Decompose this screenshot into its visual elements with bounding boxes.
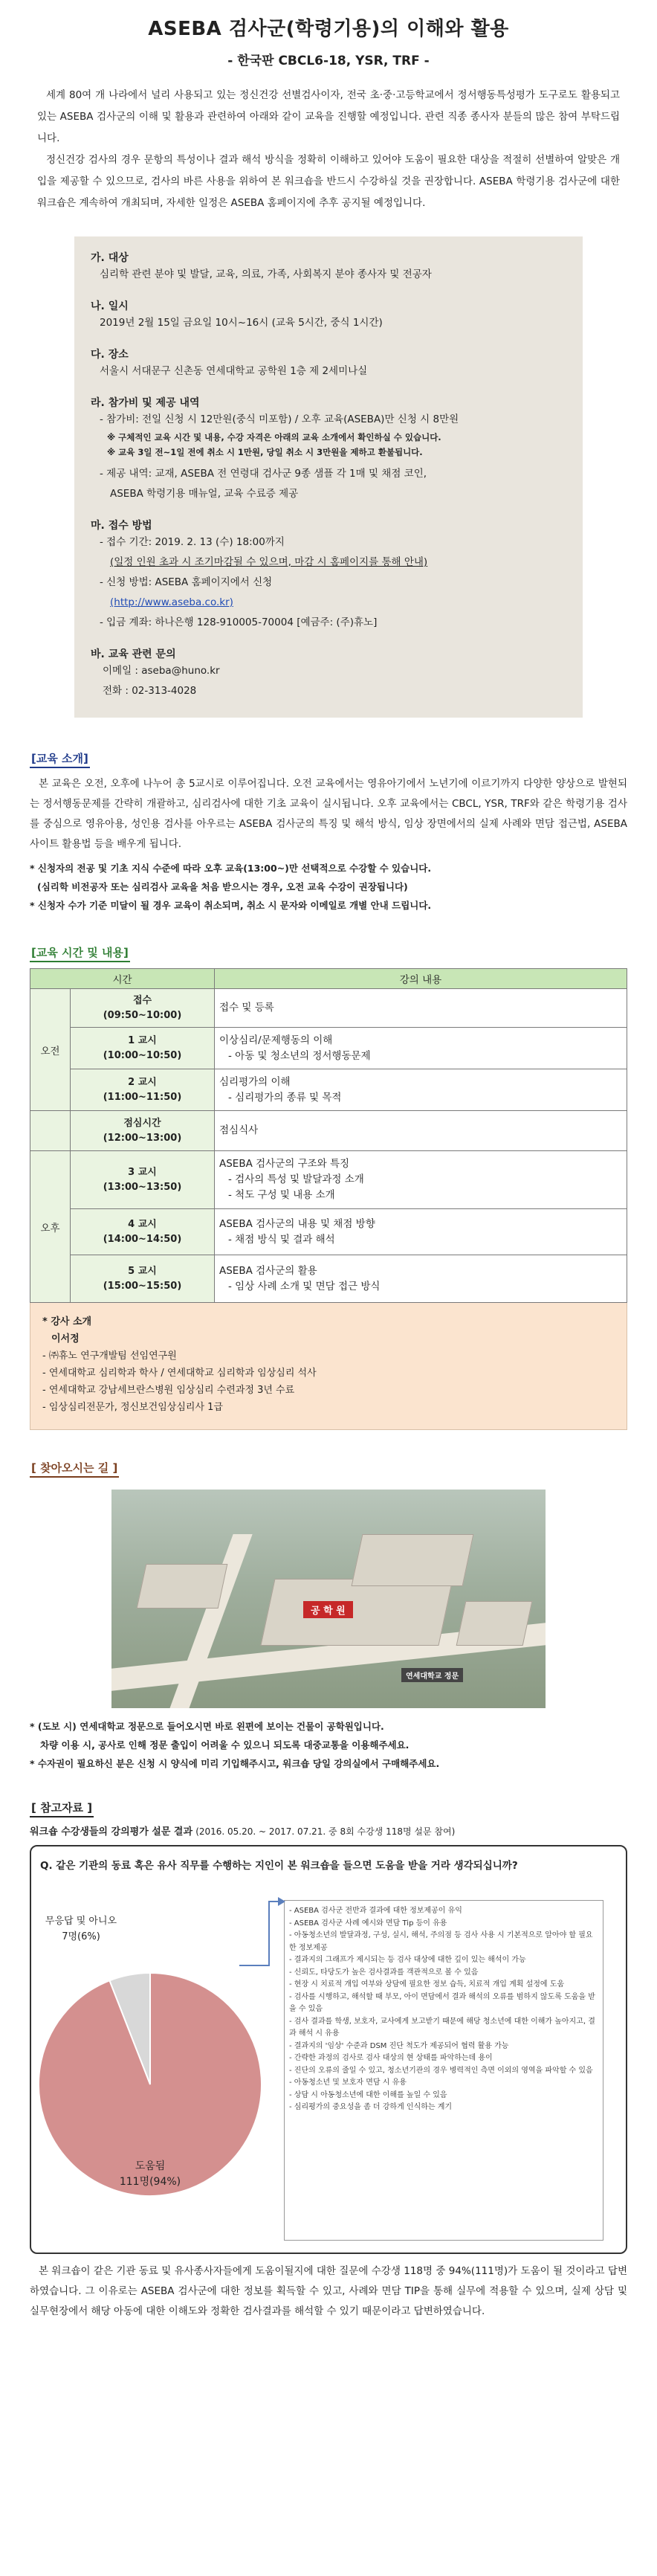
table-row (30, 1028, 627, 1069)
pie-label-yes: 도움됨 111명(94%) (119, 2160, 181, 2188)
schedule-section (30, 944, 627, 1430)
list-item: - 상담 시 아동청소년에 대한 이해를 높일 수 있음 (289, 2090, 447, 2099)
intro (30, 85, 627, 214)
table-row (30, 1151, 627, 1209)
list-item: - ASEBA 검사군 전반과 결과에 대한 정보제공이 유익 (289, 1907, 462, 1915)
gate-label: 연세대학교 정문 (401, 1668, 463, 1682)
session-content: ASEBA 검사군의 내용 및 채점 방향 - 채점 방식 및 결과 해석 (215, 1209, 627, 1255)
session-content: 접수 및 등록 (215, 989, 627, 1028)
fee-note-1: ※ 구체적인 교육 시간 및 내용, 수강 자격은 아래의 교육 소개에서 확인하실 수 있습니다. (107, 432, 441, 442)
contact-phone: 전화 : 02-313-4028 (103, 685, 197, 697)
apply-period: - 접수 기간: 2019. 2. 13 (수) 18:00까지 (100, 536, 285, 548)
list-item: - 결과지의 그래프가 제시되는 등 검사 대상에 대한 깊이 있는 해석이 가능 (289, 1956, 526, 1964)
list-item: - 진단의 오류의 줄일 수 있고, 청소년기관의 경우 병력적인 측면 이외의 영역을 파악할 수 있음 (289, 2066, 593, 2075)
lecturer-line: - ㈜휴노 연구개발팀 선임연구원 (42, 1350, 177, 1362)
session-content: ASEBA 검사군의 구조와 특징 - 검사의 특성 및 발달과정 소개 - 척도 구성 및 내용 소개 (215, 1151, 627, 1209)
directions-section (30, 1460, 627, 1773)
morning-label: 오전 (30, 989, 71, 1111)
engineering-building (260, 1579, 453, 1646)
apply-notice: (일정 인원 초과 시 조기마감될 수 있으며, 마감 시 홈페이지를 통해 안내) (110, 556, 428, 568)
list-item: - 아동청소년 및 보호자 면담 시 유용 (289, 2078, 407, 2087)
contact-heading: 바. 교육 관련 문의 (91, 648, 176, 660)
fee-note-2: ※ 교육 3일 전~1일 전에 취소 시 1만원, 당일 취소 시 3만원을 제하고 환불됩니다. (107, 447, 423, 457)
afternoon-label: 오후 (30, 1151, 71, 1303)
list-item: - 심리평가의 중요성을 좀 더 강하게 인식하는 계기 (289, 2103, 453, 2111)
survey-meta: (2016. 05.20. ~ 2017. 07.21. 중 8회 수강생 118명 설문 참여) (195, 1826, 456, 1837)
reference-section (30, 1800, 627, 2322)
session-time: 3 교시 (13:00~13:50) (71, 1151, 215, 1209)
session-time: 5 교시 (15:00~15:50) (71, 1255, 215, 1303)
list-item: - 검사 결과를 학생, 보호자, 교사에게 보고받기 때문에 해당 청소년에 대한 이해가 높아지고, 결과 해석 시 유용 (289, 2017, 595, 2038)
survey-chart-box (30, 1845, 627, 2254)
table-row (30, 1111, 627, 1151)
bank-account: - 입금 계좌: 하나은행 128-910005-70004 [예금주: (주)휴노] (100, 616, 378, 628)
list-item: - 결과지의 '임상' 수준과 DSM 진단 척도가 제공되어 협력 활용 가능 (289, 2041, 509, 2050)
building-label: 공 학 원 (303, 1601, 353, 1618)
info-box (74, 236, 583, 718)
contact-email[interactable]: 이메일 : aseba@huno.kr (103, 665, 220, 677)
list-item: - 현장 시 치료적 개입 여부와 상담에 필요한 정보 습득, 치료적 개입 계획 설정에 도움 (289, 1980, 565, 1989)
campus-map-image (111, 1490, 546, 1708)
list-item: - ASEBA 검사군 사례 예시와 면담 Tip 등이 유용 (289, 1919, 447, 1928)
apply-method: - 신청 방법: ASEBA 홈페이지에서 신청 (100, 576, 273, 588)
education-note-2: (심리학 비전공자 또는 심리검사 교육을 처음 받으시는 경우, 오전 교육 수강이 권장됩니다) (37, 881, 408, 892)
session-time: 접수 (09:50~10:00) (71, 989, 215, 1028)
table-row (30, 989, 627, 1028)
directions-note-1: * (도보 시) 연세대학교 정문으로 들어오시면 바로 왼편에 보이는 건물이 공학원입니다. (30, 1721, 384, 1732)
list-item: - 아동청소년의 발달과정, 구성, 실시, 해석, 주의점 등 검사 사용 시 기본적으로 알아야 할 필요한 정보제공 (289, 1931, 593, 1952)
list-item: - 신뢰도, 타당도가 높은 검사결과를 객관적으로 볼 수 있음 (289, 1968, 479, 1977)
apply-heading: 마. 접수 방법 (91, 520, 152, 532)
session-content: ASEBA 검사군의 활용 - 임상 사례 소개 및 면담 접근 방식 (215, 1255, 627, 1303)
table-header-row (30, 969, 627, 989)
lecturer-line: - 연세대학교 강남세브란스병원 임상심리 수련과정 3년 수료 (42, 1385, 295, 1396)
directions-note-2: 차량 이용 시, 공사로 인해 정문 출입이 어려울 수 있으니 되도록 대중교통을 이용해주세요. (40, 1739, 410, 1751)
aseba-link[interactable]: (http://www.aseba.co.kr) (110, 596, 233, 608)
provide-text-1: - 제공 내역: 교재, ASEBA 전 연령대 검사군 9종 샘플 각 1매 및 채점 코인, (100, 468, 427, 480)
survey-title: 워크숍 수강생들의 강의평가 설문 결과 (30, 1826, 193, 1838)
target-heading: 가. 대상 (91, 252, 129, 264)
education-section (30, 750, 627, 915)
education-text: 본 교육은 오전, 오후에 나누어 총 5교시로 이루어집니다. 오전 교육에서는 영유아기에서 노년기에 이르기까지 다양한 양상으로 발현되는 정서행동문제를 간략히 개괄하고, 심리검사에 대한 기초 교육이 실시됩니다. 오후 교육에서는 CBCL, YSR, TRF와 같은 학령기용 검사를 중심으로 영유아용, 성인용 검사를 아우르는 ASEBA 검사군의 특징 및 해석 방식, 임상 장면에서의 실제 사례와 면담 접근법, ASEBA 사이트 활용법 등을 배우게 됩니다. (30, 778, 627, 850)
session-content: 심리평가의 이해 - 심리평가의 종류 및 목적 (215, 1069, 627, 1111)
target-text: 심리학 관련 분야 및 발달, 교육, 의료, 가족, 사회복지 분야 종사자 및 전공자 (100, 268, 432, 280)
session-time: 2 교시 (11:00~11:50) (71, 1069, 215, 1111)
reference-heading: [ 참고자료 ] (30, 1800, 94, 1817)
intro-paragraph-1: 세계 80여 개 나라에서 널리 사용되고 있는 정신건강 선별검사이자, 전국 초·중·고등학교에서 정서행동특성평가 도구로도 활용되고 있는 ASEBA 검사군의 이해 및 활용과 관련하여 아래와 같이 교육을 진행할 예정입니다. 관련 직종 종사자 분들의 많은 참여 부탁드립니다. (37, 89, 621, 144)
reason-list (284, 1900, 603, 2241)
session-content: 이상심리/문제행동의 이해 - 아동 및 청소년의 정서행동문제 (215, 1028, 627, 1069)
arrow-icon (232, 1891, 321, 1980)
closing-text: 본 워크숍이 같은 기관 동료 및 유사종사자들에게 도움이될지에 대한 질문에 수강생 118명 중 94%(111명)가 도움이 될 것이라고 답변하였습니다. 그 이유로는 ASEBA 검사군에 대한 정보를 획득할 수 있고, 사례와 면담 TIP을 통해 실무에 적용할 수 있으며, 실제 상담 및 실무현장에서 해당 아동에 대한 이해도와 정확한 검사결과를 해석할 수 있기 때문이라고 답변하였습니다. (30, 2265, 627, 2317)
schedule-table (30, 968, 627, 1303)
lecturer-line: - 임상심리전문가, 정신보건임상심리사 1급 (42, 1402, 223, 1413)
directions-note-3: * 수자권이 필요하신 분은 신청 시 양식에 미리 기입해주시고, 워크숍 당일 강의실에서 구매해주세요. (30, 1758, 440, 1769)
lecturer-name: 이서정 (51, 1333, 80, 1345)
lecturer-line: - 연세대학교 심리학과 학사 / 연세대학교 심리학과 임상심리 석사 (42, 1368, 317, 1379)
table-row (30, 1209, 627, 1255)
schedule-heading: [교육 시간 및 내용] (30, 944, 130, 962)
list-item: - 간략한 과정의 검사로 검사 대상의 현 상태를 파악하는데 용이 (289, 2054, 493, 2062)
date-heading: 나. 일시 (91, 300, 129, 312)
page-title: ASEBA 검사군(학령기용)의 이해와 활용 (148, 18, 509, 40)
list-item: - 검사를 시행하고, 해석할 때 부모, 아이 면담에서 결과 해석의 오류를 범하지 않도록 도움을 받을 수 있음 (289, 1992, 595, 2013)
content-column-header: 강의 내용 (215, 969, 627, 989)
session-time: 1 교시 (10:00~10:50) (71, 1028, 215, 1069)
session-time: 4 교시 (14:00~14:50) (71, 1209, 215, 1255)
intro-paragraph-2: 정신건강 검사의 경우 문항의 특성이나 결과 해석 방식을 정확히 이해하고 있어야 도움이 필요한 대상을 적절히 선별하여 알맞은 개입을 제공할 수 있으므로, 검사의 바른 사용을 위하여 본 워크숍을 반드시 수강하실 것을 권장합니다. ASEBA 학령기용 검사군에 대한 워크숍은 계속하여 개최되며, 자세한 일정은 ASEBA 홈페이지에 추후 공지될 예정입니다. (37, 154, 620, 209)
directions-heading: [ 찾아오시는 길 ] (30, 1460, 119, 1478)
page-subtitle: - 한국판 CBCL6-18, YSR, TRF - (227, 54, 430, 68)
fee-heading: 라. 참가비 및 제공 내역 (91, 397, 200, 409)
provide-text-2: ASEBA 학령기용 매뉴얼, 교육 수료증 제공 (110, 488, 299, 500)
place-text: 서울시 서대문구 신촌동 연세대학교 공학원 1층 제 2세미나실 (100, 365, 368, 377)
pie-label-no: 무응답 및 아니오 7명(6%) (45, 1916, 117, 1942)
date-text: 2019년 2월 15일 금요일 10시~16시 (교육 5시간, 중식 1시간) (100, 317, 383, 329)
lecturer-heading: * 강사 소개 (42, 1316, 92, 1327)
education-heading: [교육 소개] (30, 750, 90, 768)
fee-text: - 참가비: 전일 신청 시 12만원(중식 미포함) / 오후 교육(ASEBA)만 신청 시 8만원 (100, 413, 459, 425)
lecturer-box (30, 1303, 627, 1430)
place-heading: 다. 장소 (91, 349, 129, 361)
table-row (30, 1069, 627, 1111)
session-content: 점심식사 (215, 1111, 627, 1151)
time-column-header: 시간 (30, 969, 215, 989)
education-note-1: * 신청자의 전공 및 기초 지식 수준에 따라 오후 교육(13:00~)만 선택적으로 수강할 수 있습니다. (30, 863, 432, 874)
survey-question: Q. 같은 기관의 동료 혹은 유사 직무를 수행하는 지인이 본 워크숍을 들으면 도움을 받을 거라 생각되십니까? (40, 1860, 518, 1872)
education-note-3: * 신청자 수가 기준 미달이 될 경우 교육이 취소되며, 취소 시 문자와 이메일로 개별 안내 드립니다. (30, 900, 432, 911)
session-time: 점심시간 (12:00~13:00) (71, 1111, 215, 1151)
table-row (30, 1255, 627, 1303)
